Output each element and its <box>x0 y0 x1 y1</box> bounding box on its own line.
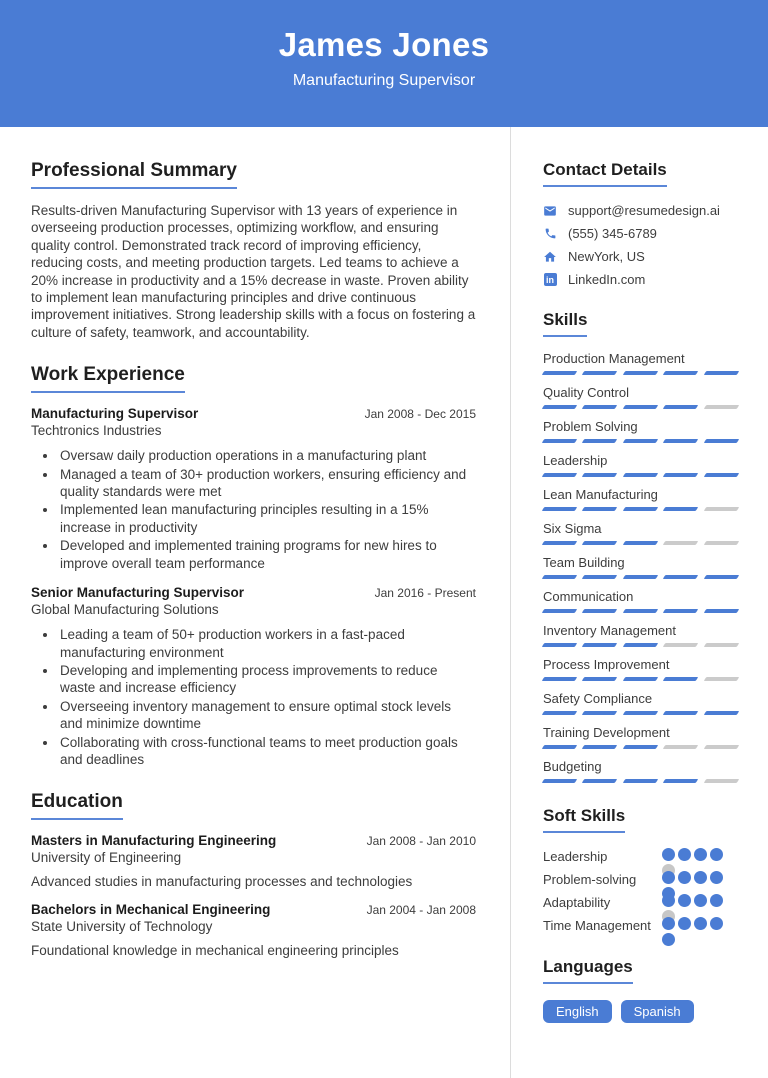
education-description: Foundational knowledge in mechanical engineering principles <box>31 943 399 959</box>
rating-dot <box>678 894 691 907</box>
skill-bar-segment <box>663 677 699 681</box>
skill-bar-segment <box>582 439 618 443</box>
skill-bar-segment <box>623 507 659 511</box>
skill-bar-segment <box>663 609 699 613</box>
education-entry <box>31 902 476 958</box>
job-bullet: • Oversaw daily production operations in a manufacturing plant <box>58 447 476 464</box>
skill-bar-segment <box>623 711 659 715</box>
soft-skill-dots <box>662 871 738 887</box>
skills-heading: Skills <box>543 310 587 337</box>
contact-item <box>543 272 738 287</box>
skill-bar-segment <box>582 575 618 579</box>
job-bullet-list <box>31 626 476 768</box>
skills-section <box>543 310 738 783</box>
skill-bar <box>543 507 738 511</box>
job-entry <box>31 406 476 572</box>
skill-bar-segment <box>703 779 739 783</box>
rating-dot <box>662 848 675 861</box>
skill-bar-segment <box>623 779 659 783</box>
summary-text: Results-driven Manufacturing Supervisor with 13 years of experience in overseeing production processes, optimizing workflow, and ensuring quality control. Demonstrated track record of improving efficiency, reducing costs, and meeting production targets. Led teams to achieve a 20% increase in productivity and a 15% decrease in waste. Proven ability to implement lean manufacturing principles and drive continuous improvement initiatives. Strong leadership skills with a focus on fostering a culture of safety, teamwork, and accountability. <box>31 203 476 340</box>
skill-item <box>543 691 738 715</box>
education-header <box>31 902 476 917</box>
skill-bar-segment <box>623 677 659 681</box>
rating-dot <box>710 894 723 907</box>
rating-dot <box>662 917 675 930</box>
language-badges <box>543 1000 738 1023</box>
skill-bar-segment <box>703 507 739 511</box>
skill-item <box>543 725 738 749</box>
skill-bar <box>543 405 738 409</box>
school-name: University of Engineering <box>31 850 182 866</box>
education-description: Advanced studies in manufacturing processes and technologies <box>31 874 413 890</box>
skill-bar-segment <box>542 405 578 409</box>
skill-bar-segment <box>542 711 578 715</box>
rating-dot <box>678 848 691 861</box>
skill-bar-segment <box>703 711 739 715</box>
rating-dot <box>694 848 707 861</box>
candidate-name: James Jones <box>278 26 490 63</box>
skill-bar-segment <box>663 711 699 715</box>
skill-name: Training Development <box>543 725 670 740</box>
job-bullet-list <box>31 447 476 572</box>
soft-skills-heading: Soft Skills <box>543 806 625 833</box>
skill-bar-segment <box>703 405 739 409</box>
skill-bar-segment <box>623 575 659 579</box>
soft-skill-dots <box>662 848 738 864</box>
job-header <box>31 406 476 421</box>
job-bullet: • Implemented lean manufacturing principles resulting in a 15% increase in productivity <box>58 501 476 536</box>
skill-name: Budgeting <box>543 759 602 774</box>
language-badge: Spanish <box>621 1000 694 1023</box>
skill-name: Problem Solving <box>543 419 638 434</box>
job-bullet: • Managed a team of 30+ production workers, ensuring efficiency and quality standards were met <box>58 466 476 501</box>
skill-bar-segment <box>623 643 659 647</box>
skill-bar-segment <box>663 439 699 443</box>
skill-item <box>543 487 738 511</box>
experience-heading: Work Experience <box>31 364 185 393</box>
soft-skill-name: Problem-solving <box>543 872 637 887</box>
rating-dot <box>694 894 707 907</box>
skill-name: Team Building <box>543 555 625 570</box>
education-entry <box>31 833 476 889</box>
skill-item <box>543 385 738 409</box>
skill-bar-segment <box>542 575 578 579</box>
soft-skill-item <box>543 894 738 911</box>
skill-bar-segment <box>582 711 618 715</box>
skill-item <box>543 623 738 647</box>
education-list <box>31 833 476 958</box>
contact-section <box>543 160 738 287</box>
contact-heading: Contact Details <box>543 160 667 187</box>
rating-dot <box>710 848 723 861</box>
soft-skill-name: Adaptability <box>543 895 611 910</box>
job-dates: Jan 2008 - Dec 2015 <box>364 407 476 422</box>
job-bullet: • Collaborating with cross-functional teams to meet production goals and deadlines <box>58 734 476 769</box>
skill-bar-segment <box>703 643 739 647</box>
skill-name: Quality Control <box>543 385 629 400</box>
skill-bar <box>543 575 738 579</box>
skill-bar-segment <box>582 371 618 375</box>
skill-bar-segment <box>582 405 618 409</box>
skill-bar <box>543 473 738 477</box>
job-list <box>31 406 476 768</box>
skill-bar-segment <box>663 507 699 511</box>
skill-bar <box>543 745 738 749</box>
skill-bar-segment <box>663 405 699 409</box>
skill-bar-segment <box>703 575 739 579</box>
skill-bar <box>543 779 738 783</box>
skill-bar <box>543 371 738 375</box>
contact-text: NewYork, US <box>568 249 645 264</box>
skill-item <box>543 657 738 681</box>
rating-dot <box>662 871 675 884</box>
skill-bar-segment <box>582 745 618 749</box>
skill-bar <box>543 711 738 715</box>
skill-bar-segment <box>663 575 699 579</box>
skill-bar <box>543 677 738 681</box>
skill-bar-segment <box>582 473 618 477</box>
skill-bar-segment <box>582 507 618 511</box>
skill-bar-segment <box>703 439 739 443</box>
skill-bar-segment <box>663 779 699 783</box>
skill-bar-segment <box>582 677 618 681</box>
contact-text: support@resumedesign.ai <box>568 203 720 218</box>
home-icon <box>543 250 557 264</box>
skill-bar-segment <box>542 779 578 783</box>
skill-bar-segment <box>623 439 659 443</box>
soft-skill-name: Leadership <box>543 849 608 864</box>
skill-bar-segment <box>623 405 659 409</box>
skill-name: Leadership <box>543 453 608 468</box>
resume-body <box>0 127 768 1078</box>
soft-skill-item <box>543 871 738 888</box>
skill-bar-segment <box>663 745 699 749</box>
skill-name: Communication <box>543 589 634 604</box>
job-title: Manufacturing Supervisor <box>31 406 199 422</box>
skills-list <box>543 351 738 783</box>
skill-item <box>543 759 738 783</box>
job-bullet: • Developed and implemented training programs for new hires to improve overall team performance <box>58 537 476 572</box>
job-header <box>31 585 476 600</box>
skill-bar-segment <box>582 643 618 647</box>
skill-bar-segment <box>663 371 699 375</box>
skill-bar-segment <box>623 541 659 545</box>
languages-section <box>543 957 738 1023</box>
skill-bar-segment <box>623 473 659 477</box>
main-column <box>0 127 511 1078</box>
job-dates: Jan 2016 - Present <box>374 586 476 601</box>
education-header <box>31 833 476 848</box>
skill-bar-segment <box>582 541 618 545</box>
soft-skill-item <box>543 848 738 865</box>
rating-dot <box>678 871 691 884</box>
language-badge: English <box>543 1000 612 1023</box>
phone-icon <box>543 227 557 241</box>
skill-bar-segment <box>542 507 578 511</box>
skill-name: Inventory Management <box>543 623 676 638</box>
skill-item <box>543 555 738 579</box>
skill-bar-segment <box>542 745 578 749</box>
rating-dot <box>710 871 723 884</box>
linkedin-icon: in <box>543 273 557 287</box>
skill-bar-segment <box>542 609 578 613</box>
degree-title: Bachelors in Mechanical Engineering <box>31 902 271 918</box>
skill-bar <box>543 643 738 647</box>
rating-dot <box>662 933 675 946</box>
skill-bar-segment <box>663 541 699 545</box>
skill-bar-segment <box>663 643 699 647</box>
skill-bar-segment <box>623 745 659 749</box>
skill-item <box>543 521 738 545</box>
skill-bar <box>543 609 738 613</box>
skill-name: Lean Manufacturing <box>543 487 658 502</box>
job-company: Global Manufacturing Solutions <box>31 602 219 618</box>
job-bullet: • Developing and implementing process improvements to reduce waste and increase efficiency <box>58 662 476 697</box>
skill-name: Safety Compliance <box>543 691 653 706</box>
skill-item <box>543 453 738 477</box>
skill-name: Six Sigma <box>543 521 602 536</box>
skill-bar <box>543 541 738 545</box>
job-bullet: • Leading a team of 50+ production workers in a fast-paced manufacturing environment <box>58 626 476 661</box>
candidate-job-title: Manufacturing Supervisor <box>292 72 476 89</box>
contact-item <box>543 203 738 218</box>
soft-skill-dots <box>662 917 738 933</box>
soft-skill-name: Time Management <box>543 918 651 933</box>
job-company: Techtronics Industries <box>31 423 162 439</box>
languages-heading: Languages <box>543 957 633 984</box>
school-name: State University of Technology <box>31 919 213 935</box>
skill-bar-segment <box>703 541 739 545</box>
skill-bar-segment <box>703 677 739 681</box>
resume-header <box>0 0 768 127</box>
skill-bar-segment <box>542 371 578 375</box>
skill-bar-segment <box>542 439 578 443</box>
skill-name: Process Improvement <box>543 657 670 672</box>
job-title: Senior Manufacturing Supervisor <box>31 585 245 601</box>
rating-dot <box>662 894 675 907</box>
email-icon <box>543 204 557 218</box>
skill-bar-segment <box>703 745 739 749</box>
summary-heading: Professional Summary <box>31 160 237 189</box>
education-section <box>31 791 476 958</box>
job-bullet: • Overseeing inventory management to ensure optimal stock levels and minimize downtime <box>58 698 476 733</box>
skill-item <box>543 589 738 613</box>
skill-bar-segment <box>703 609 739 613</box>
skill-bar-segment <box>542 473 578 477</box>
soft-skills-list <box>543 848 738 934</box>
job-entry <box>31 585 476 768</box>
rating-dot <box>694 871 707 884</box>
contact-text: (555) 345-6789 <box>568 226 657 241</box>
skill-bar-segment <box>582 779 618 783</box>
skill-item <box>543 419 738 443</box>
education-heading: Education <box>31 791 123 820</box>
soft-skill-item <box>543 917 738 934</box>
skill-bar-segment <box>703 371 739 375</box>
sidebar-column <box>511 127 768 1078</box>
rating-dot <box>694 917 707 930</box>
skill-bar-segment <box>663 473 699 477</box>
skill-bar-segment <box>623 609 659 613</box>
rating-dot <box>678 917 691 930</box>
education-dates: Jan 2008 - Jan 2010 <box>366 834 476 849</box>
skill-item <box>543 351 738 375</box>
skill-name: Production Management <box>543 351 685 366</box>
soft-skills-section <box>543 806 738 934</box>
contact-list <box>543 203 738 287</box>
degree-title: Masters in Manufacturing Engineering <box>31 833 277 849</box>
education-dates: Jan 2004 - Jan 2008 <box>366 903 476 918</box>
contact-item <box>543 226 738 241</box>
skill-bar <box>543 439 738 443</box>
experience-section <box>31 364 476 768</box>
skill-bar-segment <box>542 643 578 647</box>
skill-bar-segment <box>542 677 578 681</box>
rating-dot <box>710 917 723 930</box>
contact-item <box>543 249 738 264</box>
skill-bar-segment <box>703 473 739 477</box>
skill-bar-segment <box>582 609 618 613</box>
skill-bar-segment <box>542 541 578 545</box>
soft-skill-dots <box>662 894 738 910</box>
contact-text: LinkedIn.com <box>568 272 646 287</box>
skill-bar-segment <box>623 371 659 375</box>
summary-section <box>31 160 476 341</box>
